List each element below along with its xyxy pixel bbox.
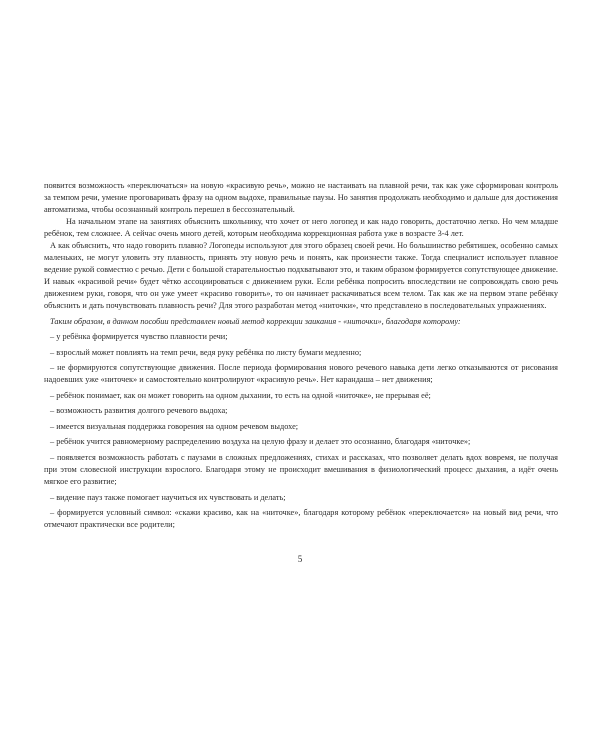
list-item: – появляется возможность работать с паузами в сложных предложениях, стихах и рассказах, что позволяет делать вдох вовремя, не получая при этом словесной инструкции взрослого. Благодаря этому не происходит вмешивания в физиологический процесс дыхания, а идёт очень мягкое его развитие; — [44, 452, 558, 487]
list-item: – видение пауз также помогает научиться их чувствовать и делать; — [50, 492, 286, 502]
list-item: – ребёнок понимает, как он может говорить на одном дыхании, то есть на одной «ниточке», не прерывая её; — [50, 390, 431, 400]
page-number: 5 — [297, 554, 303, 564]
page-body — [44, 180, 558, 531]
benefits-list — [44, 331, 558, 531]
method-intro: Таким образом, в данном пособии представлен новый метод коррекции заикания - «ниточки», благодаря которому: — [50, 316, 461, 326]
list-item: – формируется условный символ: «скажи красиво, как на «ниточке», благодаря которому ребёнок «переключается» на новый вид речи, что отмечают практически все родители; — [44, 508, 558, 530]
paragraph-how-to-explain: А как объяснить, что надо говорить плавно? Логопеды используют для этого образец своей речи. Но большинство ребятишек, особенно самых маленьких, не могут уловить эту плавность, принять эту новую речь и понять, как произнести также. Тогда специалист использует плавное ведение рукой совместно с речью. Дети с большой старательностью подхватывают это, и таким образом формируется сопутствующее движение. И навык «красивой речи» будет чётко ассоциироваться с движением руки. Если ребёнка попросить впоследствии не сопровождать свою речь движением руки, говоря, что он уже умеет «красиво говорить», то он начинает раскачиваться всем телом. Так как же на первом этапе ребёнку объяснить и дать почувствовать плавность речи? Для этого разработан метод «ниточки», что представлено в последовательных упражнениях. — [44, 241, 558, 311]
list-item: – взрослый может повлиять на темп речи, ведя руку ребёнка по листу бумаги медленно; — [50, 347, 362, 357]
list-item: – у ребёнка формируется чувство плавности речи; — [50, 332, 228, 342]
list-item: – имеется визуальная поддержка говорения на одном речевом выдохе; — [50, 421, 299, 431]
paragraph-initial-stage: На начальном этапе на занятиях объяснить школьнику, что хочет от него логопед и как надо говорить, достаточно легко. Но чем младше ребёнок, тем сложнее. А сейчас очень много детей, которым необходима коррекционная работа уже в возрасте 3-4 лет. — [44, 217, 558, 239]
list-item: – не формируются сопутствующие движения. После периода формирования нового речевого навыка дети легко отказываются от рисования надоевших уже «ниточек» и самостоятельно контролируют «красивую речь». Нет карандаша – нет движения; — [44, 363, 558, 385]
paragraph-continuation: появится возможность «переключаться» на новую «красивую речь», можно не настаивать на плавной речи, так как уже сформирован контроль за темпом речи, умение проговаривать фразу на одном выдохе, правильные паузы. Но занятия продолжать необходимо и дальше для достижения автоматизма, чтобы осознанный контроль перешел в бессознательный. — [44, 181, 558, 215]
list-item: – возможность развития долгого речевого выдоха; — [50, 406, 228, 416]
list-item: – ребёнок учится равномерному распределению воздуха на целую фразу и делает это осознанно, благодаря «ниточке»; — [50, 437, 471, 447]
